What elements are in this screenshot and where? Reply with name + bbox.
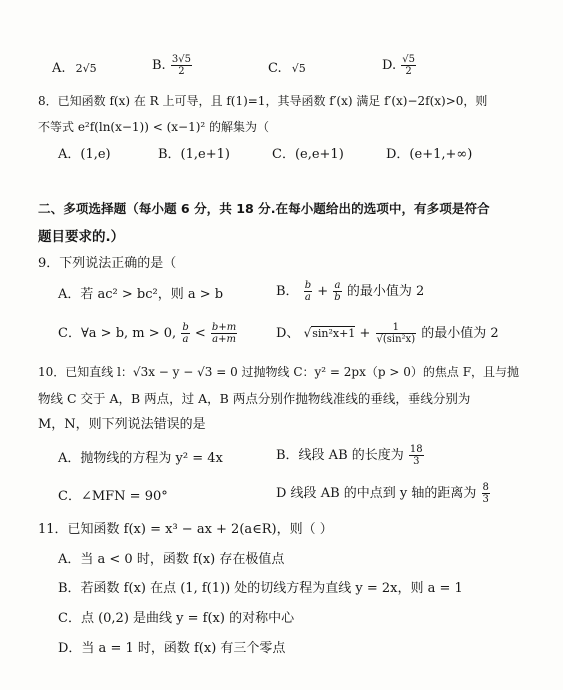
- section2-heading-line2: 题目要求的.）: [38, 229, 125, 245]
- q8-option-a: A．(1,e): [58, 147, 111, 162]
- q11-option-b: B．若函数 f(x) 在点 (1, f(1)) 处的切线方程为直线 y = 2x，则 a = 1: [58, 581, 463, 596]
- q9-option-c-lessthan: <: [194, 326, 206, 341]
- q9-option-d-radicand: sin²x+1: [312, 327, 356, 340]
- q7-option-d-denominator: 2: [405, 66, 412, 77]
- q9-option-c-prefix: C．∀a > b, m > 0,: [58, 326, 177, 341]
- q9-option-a: A．若 ac² > bc²，则 a > b: [58, 287, 224, 302]
- q11-option-c: C．点 (0,2) 是曲线 y = f(x) 的对称中心: [58, 611, 295, 626]
- q10-stem-line1: 10．已知直线 l：√3x − y − √3 = 0 过抛物线 C：y² = 2px（p > 0）的焦点 F，且与抛: [38, 365, 520, 379]
- q9-option-b-plus: +: [317, 284, 329, 299]
- q9-option-d: D、 √sin²x+1 + $\frac{1}{\text{√(sin²x)}}$ 的最小值为 2: [276, 322, 499, 345]
- q9-c-fraction1-denominator: a: [182, 334, 189, 345]
- q10-option-d-prefix: D 线段 AB 的中点到 y 轴的距离为: [276, 486, 477, 501]
- q7-option-c: [268, 60, 306, 78]
- q9-option-b-fraction1: [304, 280, 312, 303]
- q9-option-d-suffix: 的最小值为 2: [421, 326, 499, 341]
- q9-option-d-plus: +: [359, 326, 371, 341]
- q7-option-a-value: 2√5: [75, 62, 97, 75]
- q11-stem: 11．已知函数 f(x) = x³ − ax + 2(a∈R)，则（ ）: [38, 522, 333, 537]
- q7-option-c-label: C.: [268, 61, 282, 76]
- q7-option-a-label: A.: [52, 61, 66, 76]
- q7-option-b-denominator: 2: [178, 66, 185, 77]
- q10-option-c: C．∠MFN = 90°: [58, 489, 168, 504]
- q9-d-fraction-numerator: 1: [376, 322, 417, 334]
- q9-option-c-fraction1: [181, 322, 189, 345]
- q9-b-fraction2-numerator: a: [334, 280, 341, 291]
- q9-c-fraction2-numerator: b+m: [211, 322, 237, 333]
- q7-option-b-label: B.: [152, 58, 166, 73]
- q10-d-fraction-numerator: 8: [482, 482, 489, 493]
- q9-option-c: [58, 322, 238, 345]
- q9-option-d-prefix: D、: [276, 326, 300, 341]
- q9-option-b: [276, 280, 424, 303]
- q9-d-fraction-denominator: √(sin²x): [376, 334, 416, 345]
- q10-b-fraction-denominator: 3: [413, 456, 420, 467]
- q11-option-d: D．当 a = 1 时，函数 f(x) 有三个零点: [58, 641, 286, 656]
- q10-option-b: [276, 444, 425, 467]
- q9-c-fraction2-denominator: a+m: [212, 334, 236, 345]
- q8-option-d: D．(e+1,+∞): [386, 147, 473, 162]
- section2-heading-line1: 二、多项选择题（每小题 6 分，共 18 分.在每小题给出的选项中，有多项是符合: [38, 201, 490, 216]
- q7-option-b: [152, 54, 193, 77]
- q7-option-b-numerator: 3√5: [171, 54, 191, 65]
- q8-option-c: C．(e,e+1): [272, 147, 344, 162]
- q7-option-d: [382, 54, 417, 77]
- q7-option-d-numerator: √5: [402, 54, 415, 65]
- q10-option-b-prefix: B．线段 AB 的长度为: [276, 448, 404, 463]
- q10-option-d: [276, 482, 491, 505]
- q7-option-d-fraction: [401, 54, 416, 77]
- q10-option-b-fraction: [409, 444, 424, 467]
- q10-stem-line3: M，N，则下列说法错误的是: [38, 417, 206, 432]
- q11-option-a: A．当 a < 0 时，函数 f(x) 存在极值点: [58, 552, 285, 567]
- q7-option-a: [52, 60, 97, 78]
- q8-stem-line2: 不等式 e²f(ln(x−1)) < (x−1)² 的解集为（: [38, 120, 270, 134]
- q9-option-b-prefix: B．: [276, 284, 299, 299]
- q7-option-d-label: D.: [382, 58, 397, 73]
- q9-option-d-fraction: [376, 322, 417, 345]
- q7-option-b-fraction: [171, 54, 192, 77]
- q10-stem-line2: 物线 C 交于 A，B 两点，过 A，B 两点分别作抛物线准线的垂线，垂线分别为: [38, 391, 471, 406]
- q10-option-d-fraction: [482, 482, 490, 505]
- q10-option-a: A．抛物线的方程为 y² = 4x: [58, 451, 223, 466]
- q9-b-fraction2-denominator: b: [334, 292, 341, 303]
- q9-b-fraction1-numerator: b: [304, 280, 312, 291]
- q9-b-fraction1-denominator: a: [304, 292, 311, 303]
- q9-c-fraction1-numerator: b: [182, 322, 189, 333]
- q9-stem: 9．下列说法正确的是（: [38, 256, 177, 271]
- q8-stem-line1: 8．已知函数 f(x) 在 R 上可导，且 f(1)=1，其导函数 f′(x) 满足 f′(x)−2f(x)>0，则: [38, 94, 488, 108]
- q7-option-c-value: √5: [291, 62, 306, 75]
- q9-option-b-suffix: 的最小值为 2: [346, 284, 425, 299]
- q8-option-b: B．(1,e+1): [158, 147, 230, 162]
- q9-option-c-fraction2: [211, 322, 237, 345]
- q10-b-fraction-numerator: 18: [409, 444, 423, 455]
- q10-d-fraction-denominator: 3: [482, 494, 489, 505]
- q9-option-b-fraction2: [333, 280, 341, 303]
